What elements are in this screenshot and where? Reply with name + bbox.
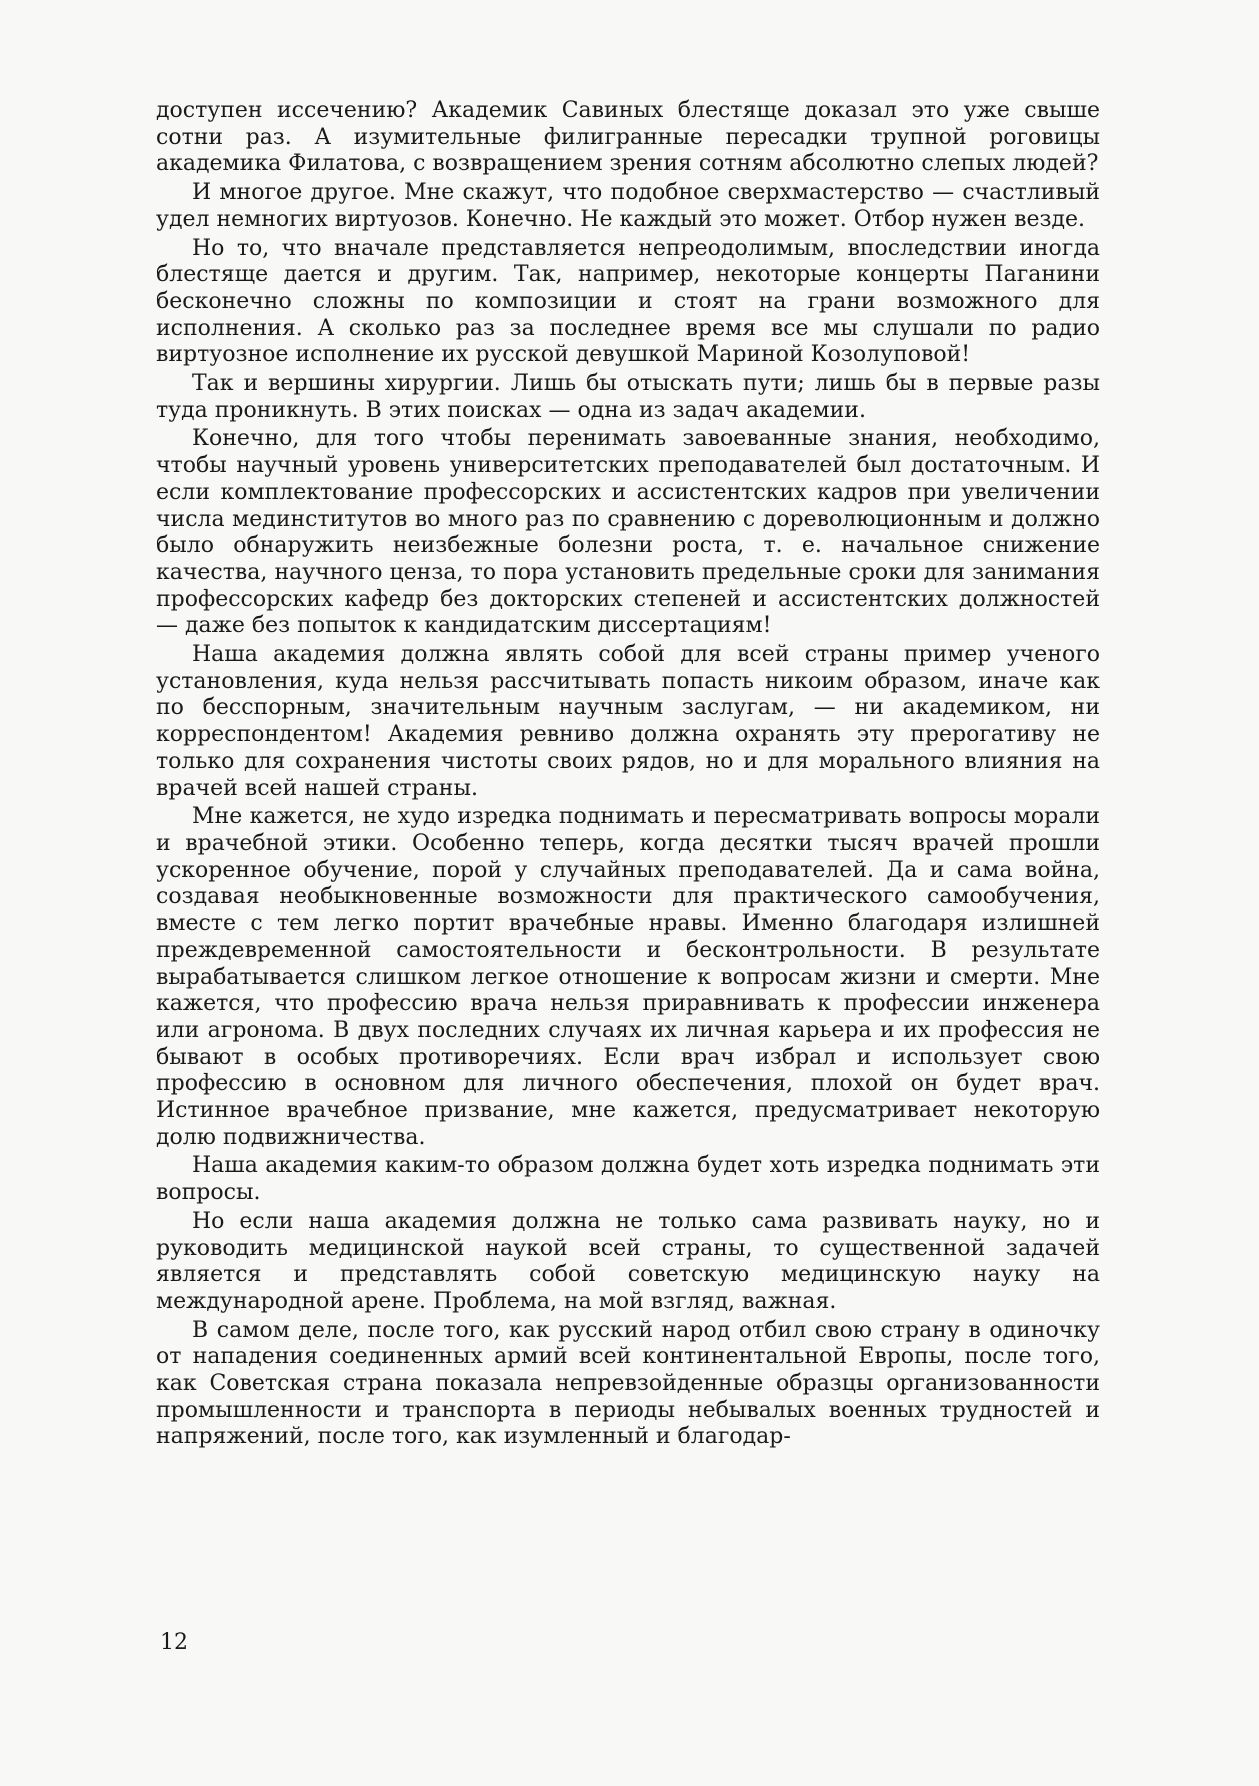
page-number: 12 [160, 1630, 188, 1655]
paragraph-4: Так и вершины хирургии. Лишь бы отыскать пути; лишь бы в первые разы туда проникнуть. В этих поисках — одна из задач академии. [156, 371, 1100, 423]
paragraph-9: Но если наша академия должна не только сама развивать науку, но и руководить медицинской наукой всей страны, то существенной задачей является и представлять собой советскую медицинскую науку на международной арене. Проблема, на мой взгляд, важная. [156, 1208, 1100, 1314]
paragraph-8: Наша академия каким-то образом должна будет хоть изредка поднимать эти вопросы. [156, 1153, 1100, 1206]
paragraph-10: В самом деле, после того, как русский народ отбил свою страну в одиночку от нападения соединенных армий всей континентальной Европы, после того, как Советская страна показала непревзойденные образцы организованности промышленности и транспорта в периоды небывалых военных трудностей и напряжений, после того, как изумленный и благодар- [156, 1317, 1100, 1450]
paragraph-5: Конечно, для того чтобы перенимать завоеванные знания, необходимо, чтобы научный уровень университетских преподавателей был достаточным. И если комплектование профессорских и ассистентских кадров при увеличении числа мединститутов во много раз по сравнению с дореволюционным и должно было обнаружить неизбежные болезни роста, т. е. начальное снижение качества, научного ценза, то пора установить предельные сроки для занимания профессорских кафедр без докторских степеней и ассистентских должностей — даже без попыток к кандидатским диссертациям! [156, 426, 1100, 639]
paragraph-6: Наша академия должна являть собой для всей страны пример ученого установления, куда нельзя рассчитывать попасть никоим образом, иначе как по бесспорным, значительным научным заслугам, — ни академиком, ни корреспондентом! Академия ревниво должна охранять эту прерогативу не только для сохранения чистоты своих рядов, но и для морального влияния на врачей всей нашей страны. [156, 642, 1100, 801]
paragraph-1: доступен иссечению? Академик Савиных блестяще доказал это уже свыше сотни раз. А изумительные филигранные пересадки трупной роговицы академика Филатова, с возвращением зрения сотням абсолютно слепых людей? [156, 98, 1100, 177]
paragraph-2: И многое другое. Мне скажут, что подобное сверхмастерство — счастливый удел немногих виртуозов. Конечно. Не каждый это может. Отбор нужен везде. [156, 180, 1100, 232]
paragraph-7: Мне кажется, не худо изредка поднимать и пересматривать вопросы морали и врачебной этики. Особенно теперь, когда десятки тысяч врачей прошли ускоренное обучение, порой у случайных преподавателей. Да и сама война, создавая необыкновенные возможности для практического самообучения, вместе с тем легко портит врачебные нравы. Именно благодаря излишней преждевременной самостоятельности и бесконтрольности. В результате вырабатывается слишком легкое отношение к вопросам жизни и смерти. Мне кажется, что профессию врача нельзя приравнивать к профессии инженера или агронома. В двух последних случаях их личная карьера и их профессия не бывают в особых противоречиях. Если врач избрал и использует свою профессию в основном для личного обеспечения, плохой он будет врач. Истинное врачебное призвание, мне кажется, предусматривает некоторую долю подвижничества. [156, 804, 1100, 1150]
body-text [156, 98, 1100, 1453]
paragraph-3: Но то, что вначале представляется непреодолимым, впоследствии иногда блестяще дается и другим. Так, например, некоторые концерты Паганини бесконечно сложны по композиции и стоят на грани возможного для исполнения. А сколько раз за последнее время все мы слушали по радио виртуозное исполнение их русской девушкой Мариной Козолуповой! [156, 235, 1100, 368]
